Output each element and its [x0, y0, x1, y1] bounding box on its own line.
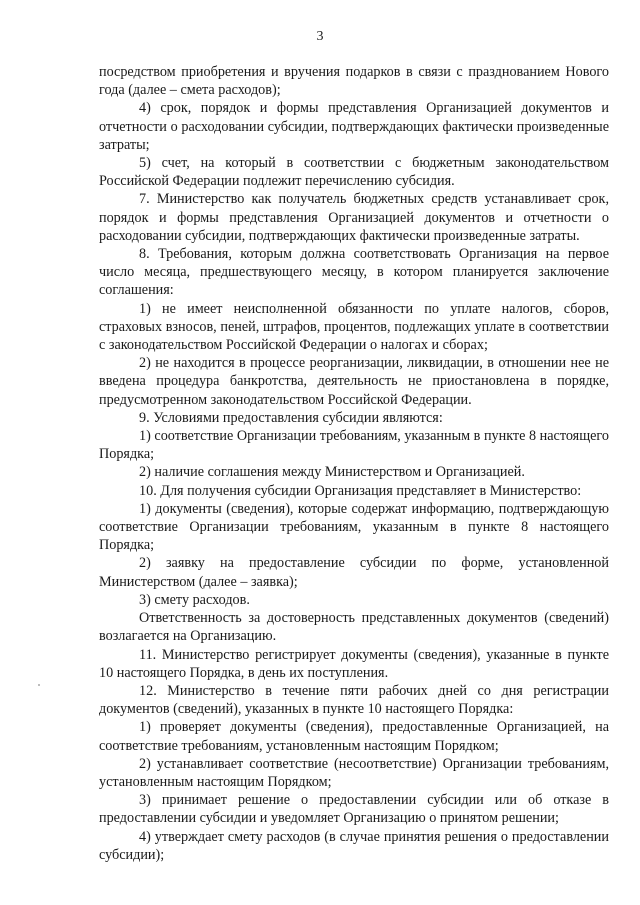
- paragraph: 3) смету расходов.: [139, 591, 250, 608]
- paragraph: 4) срок, порядок и формы представления Организацией документов и отчетности о расходовании субсидии, подтверждающих фактически произведенные затраты;: [99, 100, 609, 153]
- paragraph: Ответственность за достоверность представленных документов (сведений) возлагается на Организацию.: [99, 610, 609, 645]
- paragraph: 3) принимает решение о предоставлении субсидии или об отказе в предоставлении субсидии и уведомляет Организацию о принятом решении;: [99, 792, 609, 827]
- paragraph: 10. Для получения субсидии Организация представляет в Министерство:: [139, 482, 582, 499]
- scan-speck: [38, 684, 40, 686]
- paragraph: 2) не находится в процессе реорганизации, ликвидации, в отношении нее не введена процедура банкротства, деятельность не приостановлена в порядке, предусмотренном законодательством Российской Федерации.: [99, 355, 609, 408]
- paragraph: 9. Условиями предоставления субсидии являются:: [139, 409, 443, 426]
- page-number: 3: [316, 29, 324, 44]
- paragraph: 1) проверяет документы (сведения), предоставленные Организацией, на соответствие требованиям, установленным настоящим Порядком;: [99, 719, 609, 754]
- paragraph: 2) наличие соглашения между Министерством и Организацией.: [139, 464, 525, 481]
- paragraph: 8. Требования, которым должна соответствовать Организация на первое число месяца, предшествующего месяцу, в котором планируется заключение соглашения:: [99, 246, 609, 299]
- paragraph: 7. Министерство как получатель бюджетных средств устанавливает срок, порядок и формы представления Организацией документов и отчетности о расходовании субсидии, подтверждающих фактически произведенные затраты.: [99, 191, 609, 244]
- paragraph: 1) не имеет неисполненной обязанности по уплате налогов, сборов, страховых взносов, пеней, штрафов, процентов, подлежащих уплате в соответствии с законодательством Российской Федерации о налогах и сборах;: [99, 300, 609, 354]
- paragraph: 2) заявку на предоставление субсидии по форме, установленной Министерством (далее – заявка);: [99, 555, 609, 590]
- paragraph: 4) утверждает смету расходов (в случае принятия решения о предоставлении субсидии);: [99, 828, 609, 863]
- paragraph: посредством приобретения и вручения подарков в связи с празднованием Нового года (далее – смета расходов);: [99, 64, 609, 99]
- paragraph: 1) документы (сведения), которые содержат информацию, подтверждающую соответствие Организации требованиям, указанным в пункте 8 настоящего Порядка;: [99, 500, 609, 554]
- paragraph: 1) соответствие Организации требованиям, указанным в пункте 8 настоящего Порядка;: [99, 428, 609, 463]
- paragraph: 2) устанавливает соответствие (несоответствие) Организации требованиям, установленным настоящим Порядком;: [99, 755, 609, 790]
- document-body: [99, 63, 609, 864]
- paragraph: 5) счет, на который в соответствии с бюджетным законодательством Российской Федерации подлежит перечислению субсидия.: [99, 155, 609, 190]
- paragraph: 11. Министерство регистрирует документы (сведения), указанные в пункте 10 настоящего Порядка, в день их поступления.: [99, 646, 609, 681]
- paragraph: 12. Министерство в течение пяти рабочих дней со дня регистрации документов (сведений), указанных в пункте 10 настоящего Порядка:: [99, 682, 609, 718]
